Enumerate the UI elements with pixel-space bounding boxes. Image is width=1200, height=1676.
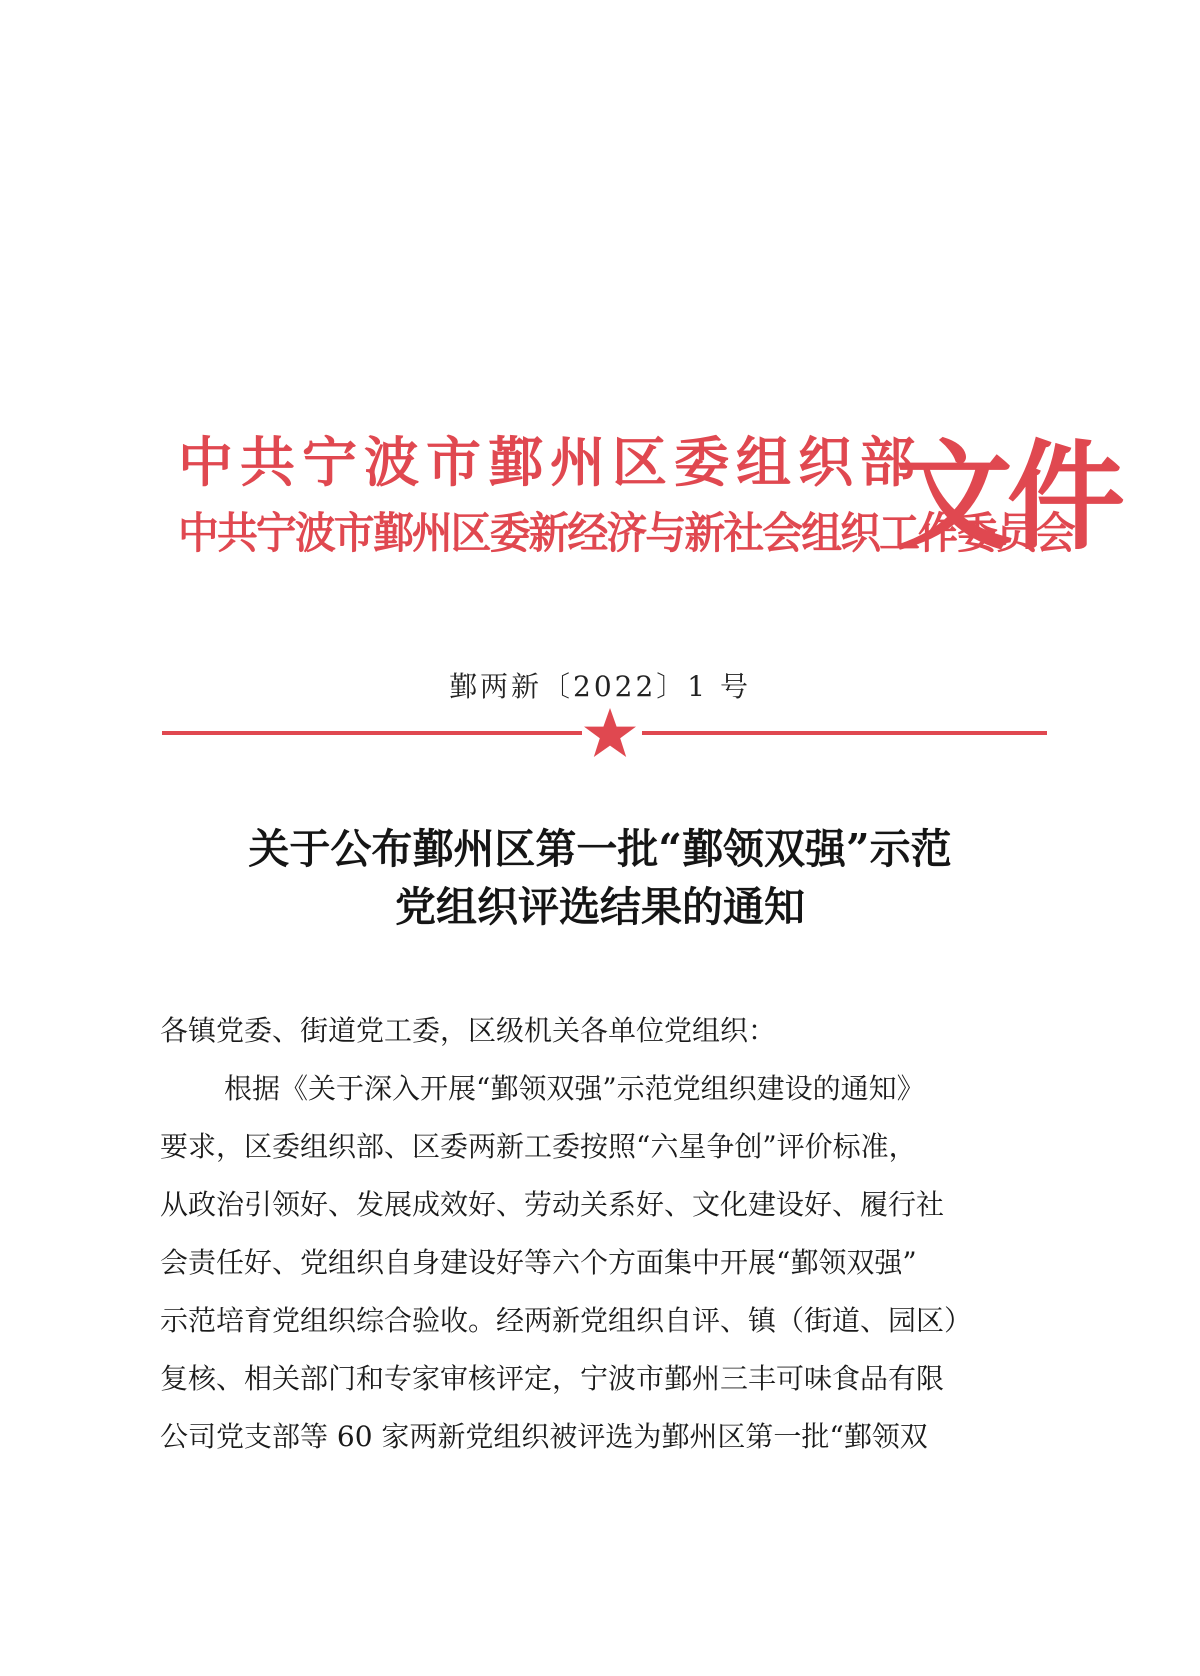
body-line: 示范培育党组织综合验收。经两新党组织自评、镇（街道、园区）	[160, 1304, 973, 1337]
body-line: 复核、相关部门和专家审核评定，宁波市鄞州三丰可味食品有限	[160, 1362, 945, 1395]
salutation: 各镇党委、街道党工委，区级机关各单位党组织：	[160, 1014, 777, 1047]
body-line: 要求，区委组织部、区委两新工委按照“六星争创”评价标准，	[160, 1130, 917, 1163]
document-title	[0, 820, 1200, 936]
document-title-line-1: 关于公布鄞州区第一批“鄞领双强”示范	[248, 825, 952, 873]
document-title-line-2: 党组织评选结果的通知	[395, 883, 805, 931]
issuing-authority-line-1: 中共宁波市鄞州区委组织部	[178, 430, 923, 494]
star-icon	[582, 706, 638, 760]
red-divider-left	[162, 731, 582, 735]
body-line: 公司党支部等 60 家两新党组织被评选为鄞州区第一批“鄞领双	[160, 1420, 928, 1453]
document-type-label: 文件	[895, 428, 1120, 566]
body-line: 会责任好、党组织自身建设好等六个方面集中开展“鄞领双强”	[160, 1246, 917, 1279]
body-line: 根据《关于深入开展“鄞领双强”示范党组织建设的通知》	[224, 1072, 925, 1105]
document-body	[160, 1002, 1050, 1466]
red-divider-right	[642, 731, 1047, 735]
body-line: 从政治引领好、发展成效好、劳动关系好、文化建设好、履行社	[160, 1188, 945, 1221]
document-number: 鄞两新〔2022〕1 号	[449, 670, 751, 703]
issuing-authority-line-2: 中共宁波市鄞州区委新经济与新社会组织工作委员会	[178, 509, 1074, 559]
